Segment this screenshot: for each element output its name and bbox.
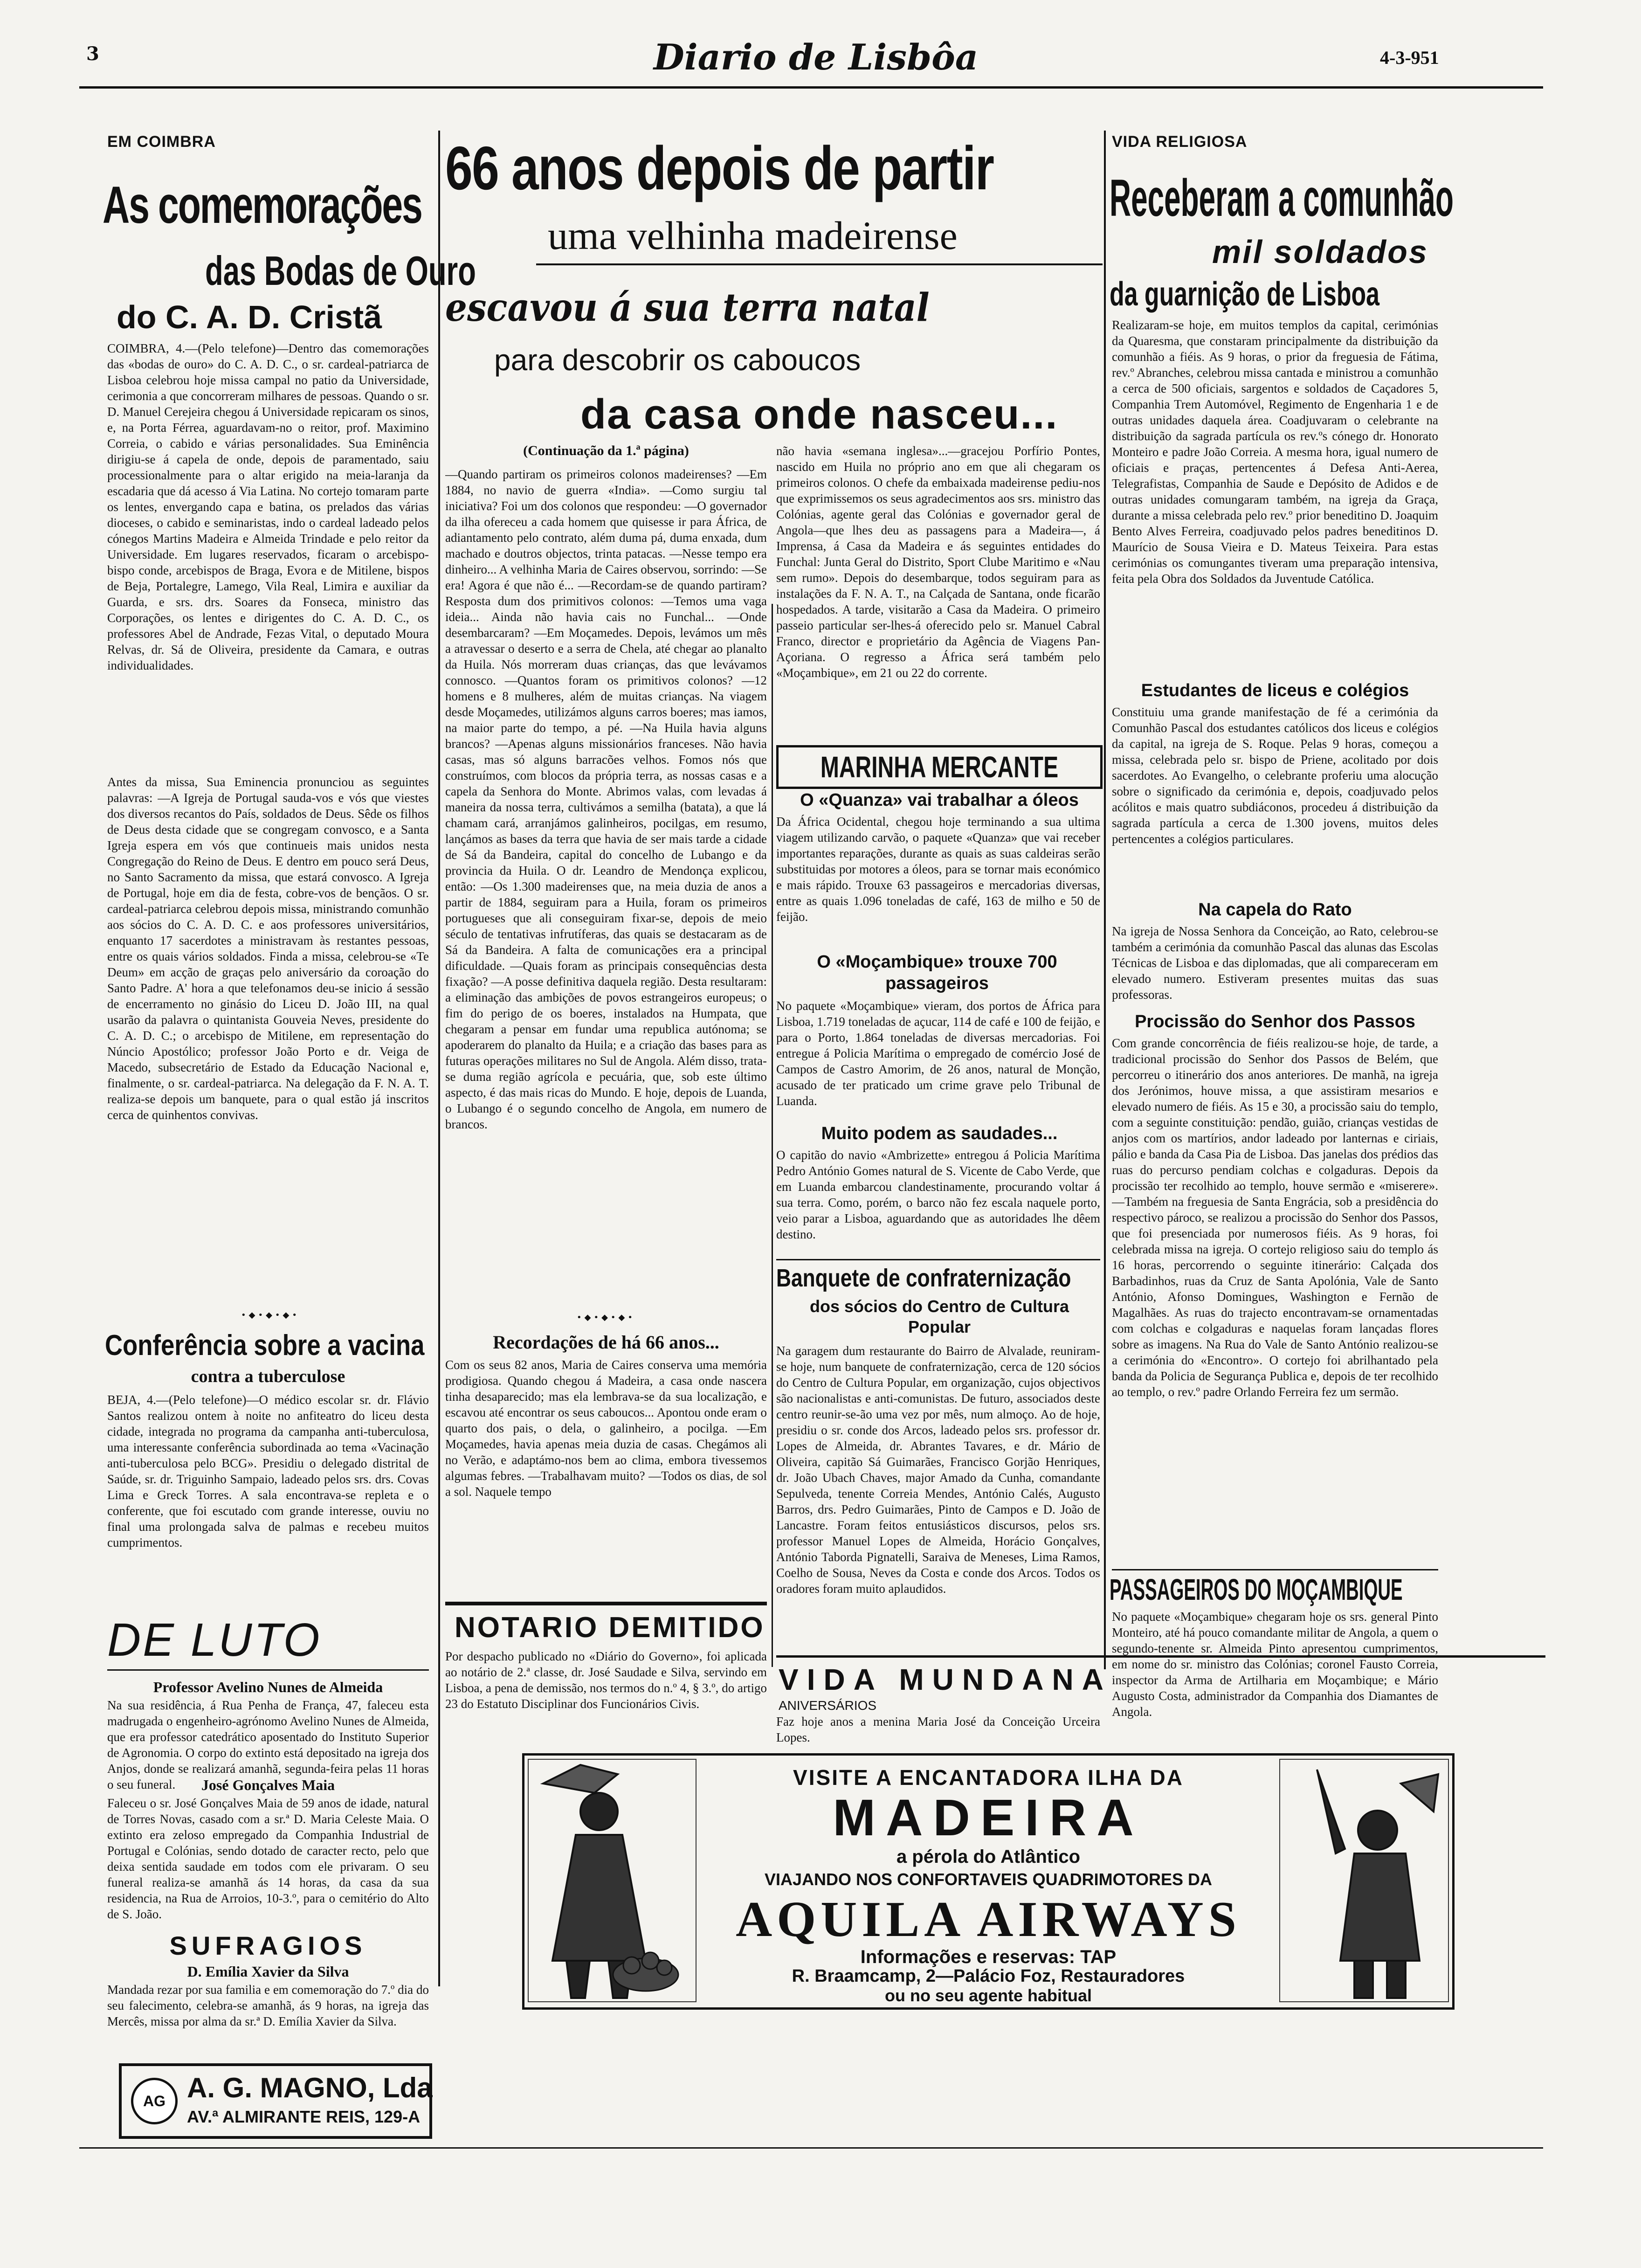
notario-rule-top <box>445 1602 767 1605</box>
advert-line-braamcamp: R. Braamcamp, 2—Palácio Foz, Restauradores <box>792 1966 1185 1986</box>
article-conferencia-body: BEJA, 4.—(Pelo telefone)—O médico escolar sr. dr. Flávio Santos realizou ontem à noite no anfiteatro do liceu desta cidade, integrada no programa da campanha anti-tuberculosa, uma interessante conferência subordinada ao tema «Vacinação anti-tuberculosa pelo BCG». Presidiu o delegado distrital de Saúde, sr. dr. Triguinho Sampaio, ladeado pelos srs. drs. Covas Lima e Greck Torres. A sala encontrava-se repleta e o conferente, que foi escutado com grande interesse, ouviu no final uma prolongada salva de palmas e recebeu muitos cumprimentos. <box>107 1393 429 1549</box>
subhead-mocambique: O «Moçambique» trouxe 700 passageiros <box>817 952 1057 993</box>
article-saudades-body: O capitão do navio «Ambrizette» entregou á Policia Marítima Pedro António Gomes natural de S. Vicente de Cabo Verde, que em Luanda embarcou clandestinamente, procurando voltar á sua terra. Como, porém, o barco não fez escala naquele porto, veio parar a Lisboa, aguardando que as autoridades lhe dêem destino. <box>776 1148 1100 1241</box>
subhead-recordacoes: Recordações de há 66 anos... <box>493 1332 719 1353</box>
subhead-centro-cultura: dos sócios do Centro de Cultura Popular <box>809 1297 1069 1336</box>
passageiros-rule-top <box>1112 1569 1438 1570</box>
issue-date: 4-3-951 <box>1380 47 1439 68</box>
column-rule-2 <box>772 604 773 1667</box>
sufragios-body: Mandada rezar por sua familia e em comemoração do 7.º dia do seu falecimento, celebra-se amanhã, ás 9 horas, na igreja das Mercês, missa por alma da sr.ª D. Emília Xavier da Silva. <box>107 1983 429 2028</box>
headline-underline <box>536 263 1103 265</box>
article-notario-body: Por despacho publicado no «Diário do Governo», foi aplicada ao notário de 2.ª classe, dr. José Saudade e Silva, servindo em Lisboa, a pena de demissão, nos termos do n.º 4, § 3.º, do artigo 23 do Estatuto Disciplinar dos Funcionários Civis. <box>445 1649 767 1711</box>
luto-rule <box>107 1669 429 1671</box>
obituary-avelino-body: Na sua residência, á Rua Penha de França, 47, faleceu esta madrugada o engenheiro-agrónomo Avelino Nunes de Almeida, que era professor catedrático aposentado do Instituto Superior de Agronomia. O corpo do extinto está depositado na igreja dos Anjos, donde se realizará amanhã, segunda-feira pelas 11 horas o seu funeral. <box>107 1698 429 1791</box>
section-kicker-vida-religiosa: VIDA RELIGIOSA <box>1112 133 1248 151</box>
heading-passageiros: PASSAGEIROS DO MOÇAMBIQUE <box>1110 1573 1403 1606</box>
column-rule-1 <box>438 131 440 1986</box>
article-madeirense-body-b: Com os seus 82 anos, Maria de Caires conserva uma memória prodigiosa. Quando chegou á Madeira, a casa onde nascera tinha desaparecido; mas ela lembrava-se da sua localização, e escavou até encontrar os seus caboucos... Apontou onde eram o quarto dos pais, o dela, o galinheiro, a pocilga. —Em Moçamedes, havia apenas meia duzia de casas. Chegámos ali no Verão, e adaptámo-nos bem ao clima, embora tivessemos algumas febres. —Trabalhavam muito? —Todos os dias, de sol a sol. Naquele tempo <box>445 1358 767 1499</box>
subhead-capela-rato: Na capela do Rato <box>1198 900 1352 920</box>
subhead-tuberculose: contra a tuberculose <box>191 1367 345 1386</box>
heading-notario-demitido: NOTARIO DEMITIDO <box>455 1611 765 1644</box>
banquete-rule-top <box>776 1259 1100 1260</box>
obituary-name-jose: José Gonçalves Maia <box>201 1777 335 1793</box>
section-kicker-coimbra: EM COIMBRA <box>107 133 216 151</box>
article-passageiros-body: No paquete «Moçambique» chegaram hoje os srs. general Pinto Monteiro, até há pouco comandante militar de Angola, a quem o segundo-tenente sr. Almeida Pinto apresentou cumprimentos, em nome do sr. ministro das Colónias; coronel Fausto Correia, inspector da Arma de Artilharia em Moçambique; e Mário Augusto Costa, administrador da Companhia dos Diamantes de Angola. <box>1112 1610 1438 1719</box>
article-mundana-body: Faz hoje anos a menina Maria José da Conceição Urceira Lopes. <box>776 1715 1100 1744</box>
ag-magno-logo: AG <box>131 2078 178 2124</box>
headline-velhinha: uma velhinha madeirense <box>548 213 958 258</box>
article-madeirense-body-c: não havia «semana inglesa»...—gracejou Porfírio Pontes, nascido em Huila no próprio ano em que ali chegaram os primeiros colonos. O chefe da embaixada madeirense pediu-nos que exprimissemos os seus agradecimentos aos srs. ministro das Colónias, agente geral das Colónias e governador geral de Angola—que lhes deu as passagens para a Madeira—, á Imprensa, á Casa da Madeira e ás seguintes entidades do Funchal: Junta Geral do Distrito, Sport Clube Maritimo e «Nau sem rumo». Depois do desembarque, todos seguiram para as instalações da F. N. A. T., na Calçada de Santana, onde ficarão hospedados. A tarde, visitarão a Casa da Madeira. O primeiro passeio particular ser-lhes-á oferecido pelo sr. Manuel Cabral Franco, director e proprietário da Agência de Viagens Pan-Açoriana. O regresso a África será também pelo «Moçambique», em 21 ou 22 do corrente. <box>776 444 1100 680</box>
heading-vida-mundana: VIDA MUNDANA <box>779 1663 1112 1696</box>
headline-escavou: escavou á sua terra natal <box>445 285 930 330</box>
advert-line-perola: a pérola do Atlântico <box>896 1846 1081 1867</box>
heading-marinha-mercante: MARINHA MERCANTE <box>820 750 1059 784</box>
article-mocambique-body: No paquete «Moçambique» vieram, dos portos de África para Lisboa, 1.719 toneladas de açucar, 114 de café e 100 de feijão, e para o Porto, 1.864 toneladas de diversas mercadorias. Foi entregue á Policia Marítima o empregado de comércio José de Campos de Castro Amorim, de 26 anos, natural de Monção, acusado de ter praticado um crime grave pelo Tribunal de Luanda. <box>776 999 1100 1108</box>
article-estudantes-body: Constituiu uma grande manifestação de fé a cerimónia da Comunhão Pascal dos estudantes católicos dos liceus e colégios da capital, na igreja de S. Roque. Pelas 9 horas, começou a missa, celebrada pelo sr. bispo de Priene, acolitado por dois sacerdotes. Ao Evangelho, o celebrante proferiu uma alocução sobre o significado da cerimónia e, depois, coadjuvado pelos acólitos e mais quatro subdiáconos, procedeu á distribuição da sagrada partícula a cerca de 1.300 jovens, muitos deles pertencentes a colégios particulares. <box>1112 705 1438 846</box>
page-number: 3 <box>86 43 99 65</box>
heading-de-luto: DE LUTO <box>107 1614 322 1666</box>
advert-line-visite: VISITE A ENCANTADORA ILHA DA <box>793 1765 1184 1790</box>
article-coimbra-body-2: Antes da missa, Sua Eminencia pronunciou as seguintes palavras: —A Igreja de Portugal sauda-vos e vós que viestes dos diversos recantos do País, soldados de Deus. Sêde os filhos de Deus desta cidade que se congregam convosco, e a Santa Igreja espera em vós que continueis mais unidos nesta Congregação do Reino de Deus. E dentro em pouco será Deus, no Santo Sacramento da missa, que estará convosco. A Igreja de Portugal, hoje em dia de festa, cobre-vos de bençãos. O sr. cardeal-patriarca celebrou depois missa, ministrando comunhão aos sócios do C. A. D. C. e aos professores universitários, enquanto 17 sacerdotes a ministravam às restantes pessoas, entre os quais vários soldados. Finda a missa, celebrou-se «Te Deum» em acção de graças pelo aniversário da coroação do Santo Padre. A' hora a que telefonamos deu-se inicio á sessão de encerramento no ginásio do Liceu D. João III, na qual usarão da palavra o quintanista Gouveia Neves, presidente do C. A. D. C.; o arcebispo de Mitilene, em representação do Núncio Apostólico; professor João Porto e dr. Veiga de Macedo, subsecretário de Estado da Educação Nacional e, finalmente, o sr. cardeal-patriarca. Na delegação da F. N. A. T. realiza-se depois um banquete, para o qual estão já inscritos cerca de quinhentos convivas. <box>107 775 429 1122</box>
article-procissao-body: Com grande concorrência de fiéis realizou-se hoje, de tarde, a tradicional procissão do Senhor dos Passos de Belém, que percorreu o itinerário dos anos anteriores. De manhã, na igreja dos Jerónimos, houve missa, a que assistiram mesarios e elevado numero de fiéis. As 15 e 30, a procissão saiu do templo, com a seguinte constituição: pendão, guião, crianças vestidas de anjos com os martírios, andor ladeado por lanternas e ciriais, pálio e banda da Casa Pia de Lisboa. Das janelas dos prédios das ruas do percurso pendiam colchas e colgaduras. Depois da procissão ter recolhido ao templo, houve sermão e «miserere». —Também na freguesia de Santa Engrácia, sob a presidência do respectivo pároco, se realizou a procissão do Senhor dos Passos, que foi presenciada por numerosos fiéis. As 9 horas, foi celebrada missa na igreja. O cortejo religioso saiu do templo ás 16 horas, percorrendo o seguinte itinerário: Calçada dos Barbadinhos, ruas da Cruz de Santa Apolónia, Vale de Santo António, Afonso Domingues, Washington e Fernão de Magalhães. As ruas do trajecto encontravam-se ornamentadas com colchas e colgaduras e naquelas foram lançadas flores sobre as imagens. Na Rua do Vale de Santo António realizou-se a cerimónia do «Encontro». O cortejo foi abrilhantado pela banda da Policia de Segurança Publica e, depois de ter recolhido ao templo, o rev.º padre Orlando Ferreira fez um sermão. <box>1112 1036 1438 1399</box>
headline-66-anos: 66 anos depois de partir <box>445 134 994 202</box>
heading-sufragios: SUFRAGIOS <box>169 1931 367 1960</box>
headline-mil-soldados: mil soldados <box>1212 234 1428 270</box>
advert-line-madeira: MADEIRA <box>833 1789 1144 1846</box>
subhead-procissao: Procissão do Senhor dos Passos <box>1135 1012 1415 1031</box>
subhead-estudantes: Estudantes de liceus e colégios <box>1141 681 1409 700</box>
advert-ag-magno <box>119 2063 432 2139</box>
mundana-aniversarios: ANIVERSÁRIOS <box>779 1698 877 1713</box>
advert-line-aquila: AQUILA AIRWAYS <box>736 1892 1241 1947</box>
article-religiosa-body: Realizaram-se hoje, em muitos templos da capital, cerimónias da Quaresma, que constaram principalmente da distribuição da comunhão a fiéis. As 9 horas, o prior da freguesia de Fátima, rev.º Abranches, celebrou missa cantada e ministrou a comunhão a cerca de 500 oficiais, sargentos e soldados de Caçadores 5, Companhia Trem Automóvel, Regimento de Engenharia 1 e de outras unidades daquela área. Coadjuvaram o celebrante na distribuição da sagrada partícula os rev.ºs cónego dr. Honorato Monteiro e padre João Correia. A mesma hora, igual numero de oficiais e praças, pertencentes á Defesa Anti-Aerea, Telegrafistas, Companhia de Saude e Depósito de Adidos e de outras unidades comungaram também, na igreja da Graça, durante a missa celebrada pelo rev.º prior beneditino D. Joaquim Bento Alves Ferreira, coadjuvado pelos padres beneditinos D. Maurício de Sousa Vieira e D. Mateus Teixeira. Para estas cerimónias os comungantes tiveram uma preparação intensiva, feita pela Obra dos Soldados da Juventude Católica. <box>1112 318 1438 586</box>
advert-line-viajando: VIAJANDO NOS CONFORTAVEIS QUADRIMOTORES DA <box>764 1870 1213 1889</box>
obituary-name-avelino: Professor Avelino Nunes de Almeida <box>153 1679 383 1695</box>
headline-guarnicao-lisboa: da guarnição de Lisboa <box>1110 276 1380 313</box>
ag-magno-name: A. G. MAGNO, Lda <box>187 2072 433 2103</box>
ag-magno-address: AV.ª ALMIRANTE REIS, 129-A <box>187 2107 421 2126</box>
obituary-jose-body: Faleceu o sr. José Gonçalves Maia de 59 anos de idade, natural de Torres Novas, casado com a sr.ª D. Maria Celeste Maia. O extinto era zeloso empregado da Companhia Industrial de Portugal e Colónias, sendo dotado de caracter recto, pelo que deixa sentida saudade em todos com ele privaram. O seu funeral realiza-se amanhã ás 14 horas, da casa da sua residencia, na Rua de Arroios, 10-3.º, para o cemitério do Alto de S. João. <box>107 1796 429 1921</box>
header-rule <box>79 86 1543 89</box>
article-madeirense-body-a: —Quando partiram os primeiros colonos madeirenses? —Em 1884, no navio de guerra «India». —Como surgiu tal iniciativa? Foi um dos colonos que respondeu: —O governador da ilha ofereceu a cada homem que quisesse ir para África, de adiantamento pelo contrato, além duma pá, duma enxada, dum machado e doutros objectos, trinta patacas. —Nesse tempo era dinheiro... A velhinha Maria de Caires observou, sorrindo: —Se era! Agora é que não é... —Recordam-se de quando partiram? Respostа dum dos primitivos colonos: —Temos uma vaga ideia... Ainda não havia cais no Funchal... —Onde desembarcaram? —Em Moçamedes. Depois, levámos um mês a atravessar o deserto e a serra de Chela, até chegar ao planalto da Huila. Nós morreram duas crianças, das que levávamos connosco. —Quantos foram os primitivos colonos? —12 homens e 8 mulheres, além de muitas crianças. Na viagem desde Moçamedes, utilizámos alguns carros boeres; mas iamos, na maior parte do tempo, a pé. —Na Huila havia alguns brancos? —Apenas alguns missionários franceses. Não havia casas, mas só alguns barracões velhos. Fomos nós que construímos, com blocos da própria terra, as nossas casas e a capela da Senhora do Monte. Abrimos valas, com levadas á maneira da nossa terra, cultivámos a semilha (batata), a que lá chamam cará, arranjámos galinheiros, pocilgas, em resumo, lançámos as bases da terra que havia de ser mais tarde a cidade de Sá da Bandeira, capital do concelho de Lubango e da provincia da Huila. O dr. Leandro de Mendonça explicou, então: —Os 1.300 madeirenses que, na meia duzia de anos a partir de 1884, seguiram para a Huila, foram os primeiros portugueses que ali conseguiram fixar-se, depois de meio século de tentativas infrutíferas, das quais se destacaram as de Sá da Bandeira. A falta de comunicações era a principal dificuldade. —Quais foram as principais consequências desta fixação? —A posse definitiva daquela região. Desta resultaram: a eliminação das ambições de povos estrangeiros europeus; o fim do perigo de os boeres, instalados na Humpata, que chegaram a pensar em fundar uma republica autónoma; se apoderarem do planalto da Huila; e a criação das bases para as futuras operações militares no Sul de Angola. Além disso, trata-se duma região agrícola e pecuária, que, sob este último aspecto, é das mais ricas do Mundo. E hoje, depois de Luanda, o Lubango é o segundo concelho de Angola, em numero de brancos. <box>445 467 767 1131</box>
subhead-quanza: O «Quanza» vai trabalhar a óleos <box>800 790 1079 810</box>
illustration-right-figure <box>1280 1759 1448 2002</box>
article-banquete-body: Na garagem dum restaurante do Bairro de Alvalade, reuniram-se hoje, num banquete de confraternização, cerca de 120 sócios do Centro de Cultura Popular, em organização, cujos objectivos são nacionalistas e anti-comunistas. De futuro, associados deste centro reunir-se-ão uma vez por mês, num almoço. Ao de hoje, presidiu o sr. conde dos Arcos, ladeado pelos srs. professor dr. Lopes de Almeida, dr. Abrantes Tavares, e dr. Mário de Oliveira, capitão Sá Guimarães, Francisco Gorjão Henriques, dr. João Ubach Chaves, major Amado da Cunha, comandante Sepulveda, tenente Correia Mendes, António Calés, Augusto Barros, drs. Pedro Guimarães, Pinto de Campos e D. João de Lancastre. Foram feitos entusiásticos discursos, pelos srs. professor Manuel Lopes de Almeida, Horácio Gonçalves, António Taborda Pignatelli, Saraiva de Meneses, Lima Ramos, Coelho de Sousa, Neves da Costa e conde dos Arcos. Todos os oradores foram muito aplaudidos. <box>776 1344 1100 1596</box>
headline-cad-crista: do C. A. D. Cristã <box>117 299 382 335</box>
advert-line-agente: ou no seu agente habitual <box>884 1986 1092 2005</box>
headline-caboucos: para descobrir os caboucos <box>494 343 861 377</box>
headline-conferencia: Conferência sobre a vacina <box>105 1329 425 1362</box>
masthead: Diario de Lisbôa <box>653 36 979 78</box>
marinha-mercante-banner <box>776 745 1103 789</box>
separator-dots: •◆•◆•◆• <box>241 1310 300 1320</box>
continuation-note: (Continuação da 1.ª página) <box>523 443 689 458</box>
sufragios-name: D. Emília Xavier da Silva <box>187 1963 349 1980</box>
advert-madeira <box>522 1753 1455 2010</box>
headline-bodas-de-ouro: das Bodas de Ouro <box>205 248 476 294</box>
advert-line-informacoes: Informações e reservas: TAP <box>860 1947 1117 1967</box>
article-quanza-body: Da África Ocidental, chegou hoje terminando a sua ultima viagem utilizando carvão, o paquete «Quanza» que vai receber importantes reparações, durante as quais as suas caldeiras serão substituidas por motores a óleos, para se tornar mais económico e mais rápido. Trouxe 63 passageiros e mercadorias diversas, entre as quais 1.096 toneladas de café, 163 de milho e 50 de feijão. <box>776 815 1100 924</box>
heading-banquete: Banquete de confraternização <box>776 1264 1071 1292</box>
article-coimbra-body-1: COIMBRA, 4.—(Pelo telefone)—Dentro das comemorações das «bodas de ouro» do C. A. D. C., o sr. cardeal-patriarca de Lisboa celebrou hoje missa campal no patio da Universidade, cerimonia a que concorreram milhares de pessoas. Quando o sr. D. Manuel Cerejeira chegou á Universidade repicaram os sinos, e, na Porta Férrea, aguardavam-no o reitor, prof. Maximino Correia, o cabido e várias personalidades. Sua Eminência dirigiu-se á capela de onde, depois de paramentado, saiu processionalmente para o altar erigido na meia-laranja da escadaria que dá acesso á Via Latina. No cortejo tomaram parte os lentes, envergando capa e batina, os prelados das várias dioceses, o cabido e seminaristas, indo o cardeal ladeado pelos cónegos Martins Madeira e Almeida Trindade e pelo reitor da Universidade. Em lugares reservados, ficaram o arcebispo-bispo conde, arcebispos de Braga, Evora e de Mitilene, bispos de Beja, Portalegre, Lamego, Vila Real, Limira e auxiliar da Guarda, e srs. drs. Soares da Fonseca, ministro das Corporações, os lentes e dirigentes do C. A. D. C., os professores Abel de Andrade, Fezas Vital, o deputado Moura Relvas, dr. Sá de Oliveira, presidente da Camara, e outras individualidades. <box>107 341 429 672</box>
footer-rule <box>79 2147 1543 2149</box>
subhead-saudades: Muito podem as saudades... <box>821 1124 1058 1143</box>
column-rule-3 <box>1104 131 1106 1669</box>
headline-receberam-comunhao: Receberam a comunhão <box>1110 169 1454 227</box>
headline-casa-onde-nasceu: da casa onde nasceu... <box>580 391 1058 438</box>
article-rato-body: Na igreja de Nossa Senhora da Conceição, ao Rato, celebrou-se também a cerimónia da comunhão Pascal das alunas das Escolas Técnicas de Lisboa e das diplomadas, que ali compareceram em elevado numero. Estiveram presentes muitas das suas professoras. <box>1112 924 1438 1002</box>
separator-dots-2: •◆•◆•◆• <box>577 1313 635 1322</box>
headline-comemoracoes: As comemorações <box>103 176 422 234</box>
